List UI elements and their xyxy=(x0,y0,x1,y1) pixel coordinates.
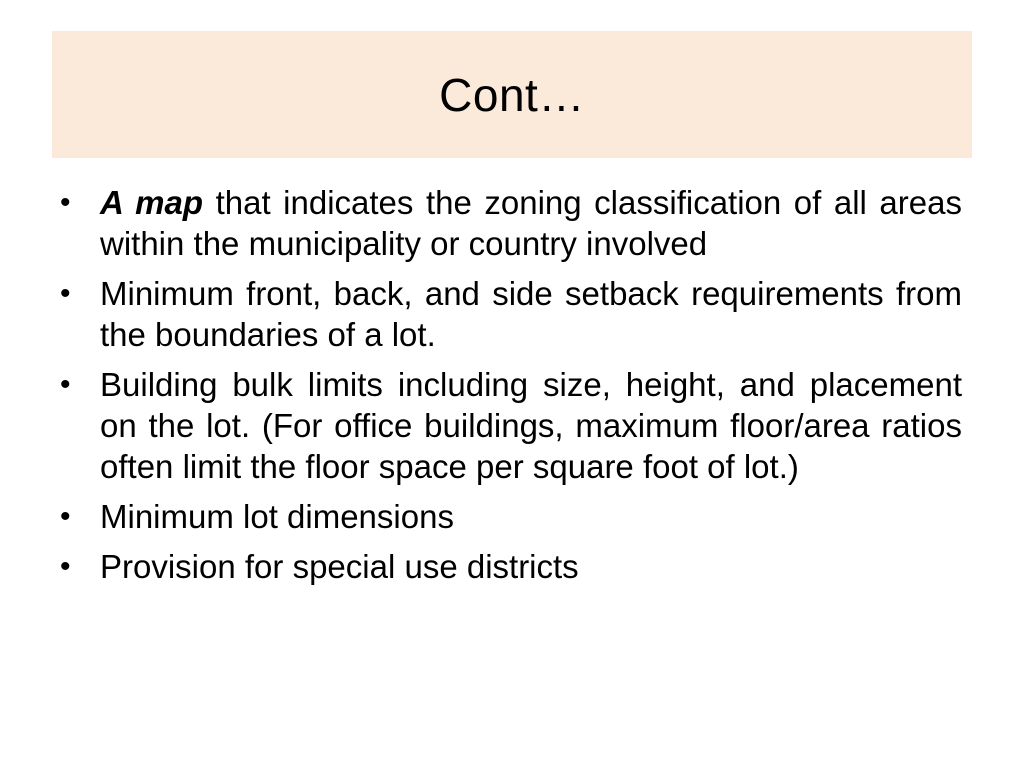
bullet-text: that indicates the zoning classification of all areas within the municipality or country involved xyxy=(100,184,962,262)
bullet-item-special-use xyxy=(58,546,962,587)
bullet-text: Provision for special use districts xyxy=(100,548,579,585)
slide-title: Cont… xyxy=(439,68,585,121)
title-band xyxy=(52,31,972,158)
bullet-emphasis: A map xyxy=(100,184,204,221)
bullet-text: Minimum front, back, and side setback requirements from the boundaries of a lot. xyxy=(100,275,962,353)
bullet-dot-icon: • xyxy=(60,500,71,533)
bullet-item-lot-dimensions xyxy=(58,496,962,537)
bullet-dot-icon: • xyxy=(60,368,71,401)
bullet-dot-icon: • xyxy=(60,186,71,219)
bullet-text: Minimum lot dimensions xyxy=(100,498,454,535)
bullet-dot-icon: • xyxy=(60,277,71,310)
bullet-item-bulk-limits xyxy=(58,364,962,487)
bullet-text: Building bulk limits including size, height, and placement on the lot. (For office buildings, maximum floor/area ratios often limit the floor space per square foot of lot.) xyxy=(100,366,962,485)
bullet-list xyxy=(58,182,962,596)
bullet-item-map xyxy=(58,182,962,264)
bullet-item-setback xyxy=(58,273,962,355)
bullet-dot-icon: • xyxy=(60,550,71,583)
